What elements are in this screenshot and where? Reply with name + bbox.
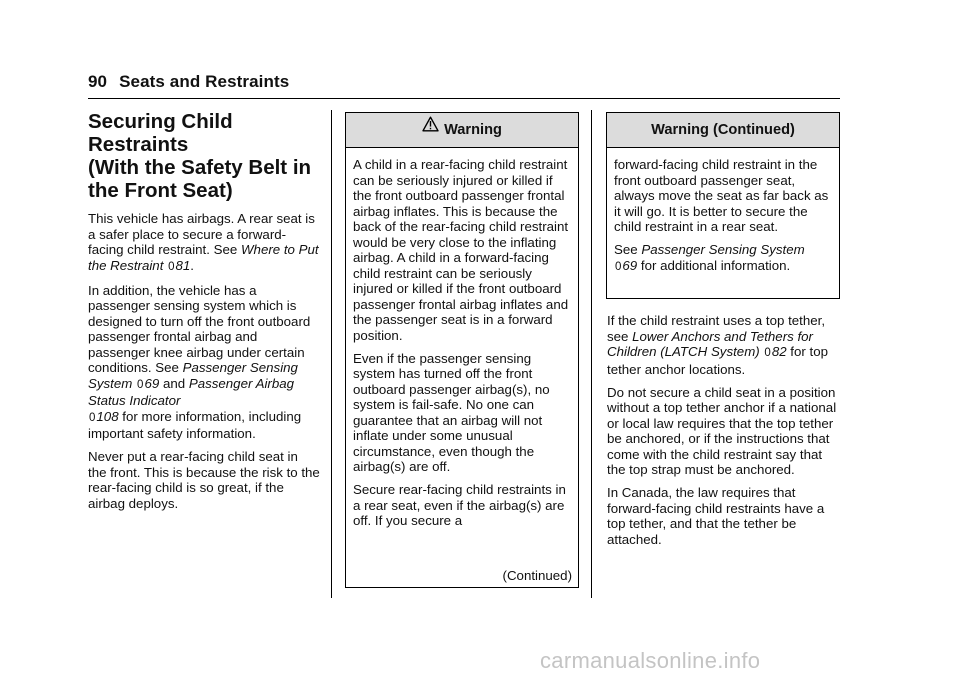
page-arrow-icon: 0	[137, 378, 144, 391]
page-arrow-icon: 0	[89, 411, 96, 424]
paragraph: This vehicle has airbags. A rear seat is a safer place to secure a forward-facing child restraint. See Where to Put the Restraint 081.	[88, 211, 319, 273]
column-divider	[591, 110, 592, 598]
watermark: carmanualsonline.info	[540, 648, 761, 673]
paragraph: Never put a rear-facing child seat in the front. This is because the risk to the rear-facing child is so great, if the airbag deploys.	[88, 449, 320, 511]
warning-paragraph: Secure rear-facing child restraints in a rear seat, even if the airbag(s) are off. If you secure a	[353, 482, 566, 528]
page-arrow-icon: 0	[168, 260, 175, 273]
paragraph: Do not secure a child seat in a position without a top tether anchor if a national or local law requires that the top tether be anchored, or if the instructions that come with the child restraint say that the top strap must be anchored.	[607, 384, 837, 477]
warning-body	[346, 148, 578, 529]
section-title	[88, 110, 320, 202]
warning-paragraph: See Passenger Sensing System 069 for additional information.	[614, 242, 805, 273]
page-reference[interactable]: 69	[622, 257, 638, 273]
cross-reference-link[interactable]: Passenger Sensing System	[88, 360, 298, 391]
title-line: Securing Child Restraints	[88, 110, 233, 156]
warning-triangle-icon	[422, 111, 439, 145]
cross-reference-link[interactable]: Passenger Airbag Status Indicator	[88, 375, 295, 408]
title-line: the Front Seat)	[88, 179, 233, 202]
section-name: Seats and Restraints	[119, 72, 290, 91]
page-reference[interactable]: 69	[144, 375, 160, 391]
paragraph: In Canada, the law requires that forward-facing child restraints have a top tether, and that the tether be attached.	[607, 485, 825, 547]
page-reference[interactable]: 81	[175, 257, 191, 273]
page-header	[88, 72, 289, 92]
paragraph: If the child restraint uses a top tether, see Lower Anchors and Tethers for Children (LATCH System) 082 for top tether anchor locations.	[607, 313, 828, 377]
continued-label: (Continued)	[502, 567, 572, 583]
cross-reference-link[interactable]: Passenger Sensing System	[641, 242, 805, 257]
page-arrow-icon: 0	[615, 260, 622, 273]
warning-continued-box	[606, 112, 840, 299]
column-right	[607, 313, 839, 555]
page-reference[interactable]: 108	[96, 408, 119, 424]
warning-box	[345, 112, 579, 588]
column-left	[88, 110, 320, 519]
cross-reference-link[interactable]: Lower Anchors and Tethers for Children (LATCH System)	[607, 328, 813, 359]
page-reference[interactable]: 82	[771, 344, 787, 359]
paragraph: In addition, the vehicle has a passenger sensing system which is designed to turn off the front outboard passenger frontal airbag and passenger knee airbag under certain conditions. See Passenger Sensing System 069 and Passenger Airbag Status Indicator 0108 for more information, including important safety information.	[88, 282, 311, 441]
page-arrow-icon: 0	[764, 347, 771, 359]
page-number: 90	[88, 72, 108, 91]
warning-heading: Warning	[346, 113, 578, 148]
header-rule	[88, 98, 840, 99]
title-line: (With the Safety Belt in	[88, 156, 312, 179]
warning-paragraph: Even if the passenger sensing system has turned off the front outboard passenger airbag(s), no system is fail-safe. No one can guarantee that an airbag will not inflate under some unusual circumstance, even though the airbag(s) are off.	[353, 350, 550, 474]
cross-reference-link[interactable]: Where to Put the Restraint	[88, 242, 319, 273]
warning-heading: Warning (Continued)	[607, 113, 839, 148]
column-divider	[331, 110, 332, 598]
warning-paragraph: A child in a rear-facing child restraint can be seriously injured or killed if the front outboard passenger frontal airbag inflates. This is because the back of the rear-facing child restraint would be very close to the inflating airbag. A child in a forward-facing child restraint can be seriously injured or killed if the front outboard passenger frontal airbag inflates and the passenger seat is in a forward position.	[353, 157, 569, 343]
warning-paragraph: forward-facing child restraint in the front outboard passenger seat, always move the seat as far back as it will go. It is better to secure the child restraint in a rear seat.	[614, 157, 829, 234]
warning-body	[607, 148, 839, 275]
